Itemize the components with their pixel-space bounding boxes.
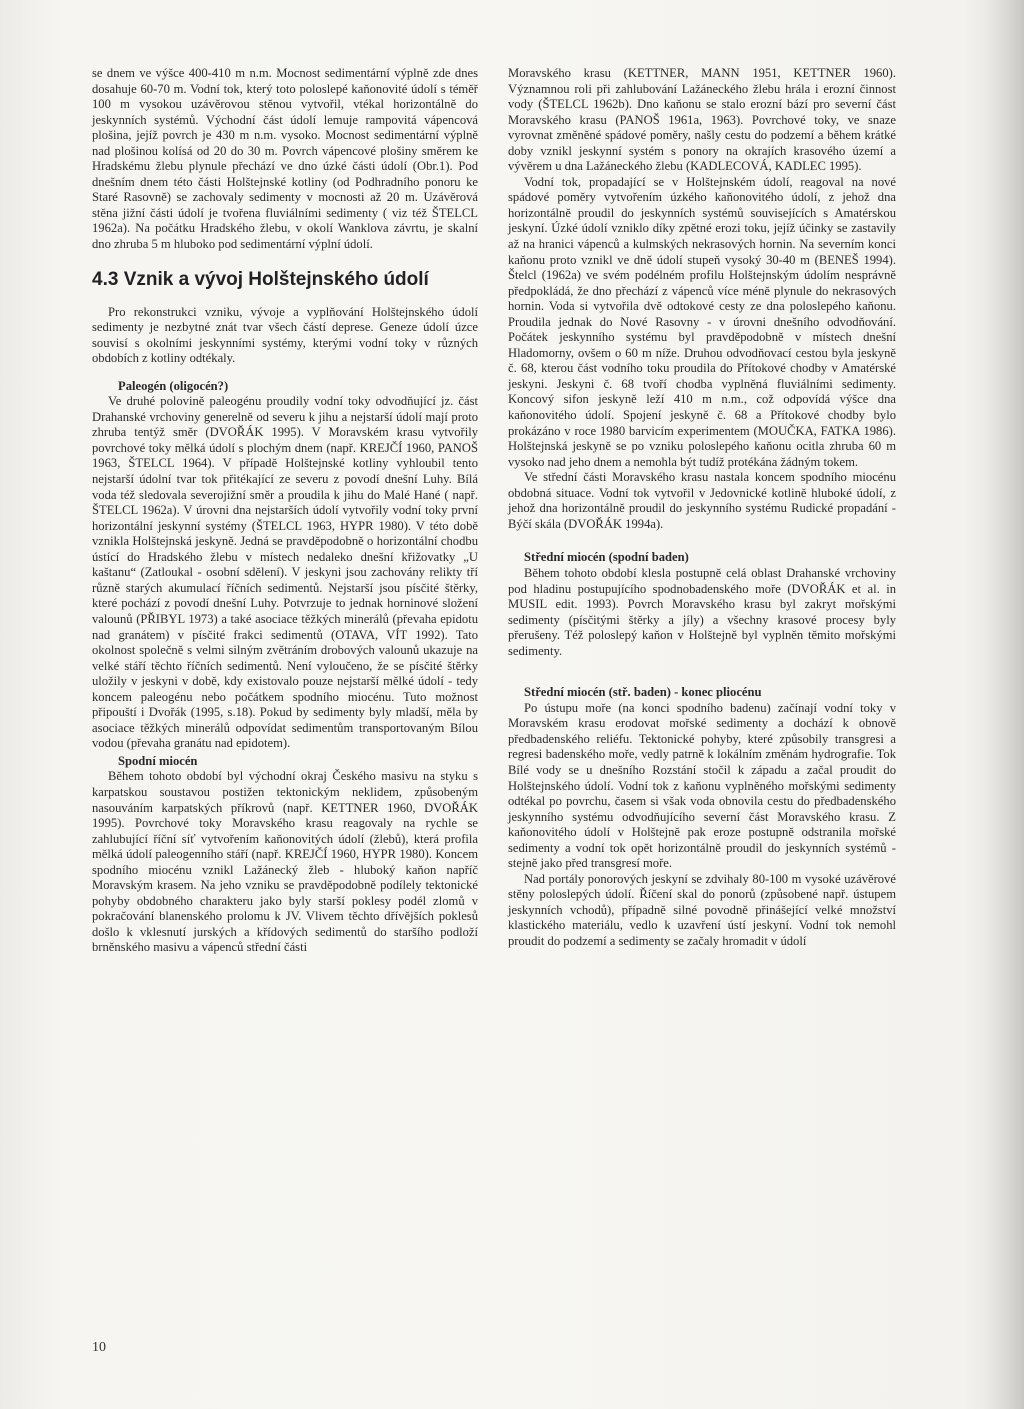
subheading-stredni-miocen-konec-pliocenu: Střední miocén (stř. baden) - konec pliocénu	[524, 685, 762, 700]
subheading-paleogen: Paleogén (oligocén?)	[118, 378, 229, 393]
left-paragraph-2: Pro rekonstrukci vzniku, vývoje a vyplňování Holštejnského údolí sedimenty je nezbytné znát tvar všech částí deprese. Geneze údolí úzce souvisí s okolními jeskynními systémy, kterými vodní toky v různých obdobích z kotliny odtékaly.	[92, 304, 478, 366]
page-edge-shadow	[984, 0, 1024, 1409]
section-heading: 4.3 Vznik a vývoj Holštejnského údolí	[92, 268, 429, 290]
left-paragraph-3: Ve druhé polovině paleogénu proudily vodní toky odvodňující jz. část Drahanské vrchoviny generelně od severu k jihu a nejstarší údolí mají proto zhruba tentýž směr (DVOŘÁK 1995). V Moravském krasu vytvořily povrchové toky mělká údolí s plochým dnem (např. KREJČÍ 1960, PANOŠ 1963, ŠTELCL 1964). V případě Holštejnské kotliny vyhloubil tento nejstarší údolní tvar tok přitékající ze severu z povodí dnešní Luhy. Bílá voda též sledovala severojižní směr a proudila k jihu do Malé Hané ( např. ŠTELCL 1962a). V úrovni dna nejstarších údolí vytvořily vodní toky první horizontální jeskynní systémy (ŠTELCL 1963, HYPR 1980). V této době vznikla Holštejnská jeskyně. Jedná se pravděpodobně o horizontální chodbu ústící do Hradského žlebu v místech nedaleko dnešní křižovatky „U kaštanu“ (Zatloukal - osobní sdělení). V jeskyni jsou zachovány relikty tří různě starých akumulací říčních sedimentů. Nejstarší jsou písčité štěrky, které pochází z povodí dnešní Luhy. Potvrzuje to jednak horninové složení valounů (PŘIBYL 1973) a také asociace těžkých minerálů (převaha epidotu nad granátem) v písčité frakci sedimentů (OTAVA, VÍT 1992). Tato okolnost společně s velmi silným zvětráním drobových valounů ukazuje na velké stáří těchto říčních sedimentů. Není vyloučeno, že se písčité štěrky uložily v jeskyni v době, kdy existovalo pouze nejstarší mělké údolí - tedy koncem paleogénu nebo počátkem spodního miocénu. Tuto možnost připouští i Dvořák (1995, s.18). Pokud by sedimenty byly mladší, měla by asociace těžkých minerálů odpovídat sedimentům transportovaným Bílou vodou (převaha granátu nad epidotem).	[92, 394, 478, 751]
subheading-stredni-miocen-spodni-baden: Střední miocén (spodní baden)	[524, 550, 689, 565]
left-column	[92, 66, 478, 956]
page-number: 10	[92, 1340, 106, 1355]
subheading-spodni-miocen: Spodní miocén	[118, 753, 198, 768]
right-paragraph-1: Moravského krasu (KETTNER, MANN 1951, KETTNER 1960). Významnou roli při zahlubování Lažáneckého žlebu hrála i erozní činnost vody (ŠTELCL 1962b). Dno kaňonu se stalo erozní bází pro severní část Moravského krasu (PANOŠ 1961a, 1963). Povrchové toky, ve snaze vyrovnat změněné spádové poměry, našly cestu do podzemí a během krátké doby vznikl jeskynní systém s ponory na okrajích krasového území a vývěrem u dna Lažáneckého žlebu (KADLECOVÁ, KADLEC 1995).	[508, 66, 896, 174]
left-paragraph-4: Během tohoto období byl východní okraj Českého masivu na styku s karpatskou soustavou postižen tektonickým neklidem, způsobeným nasouváním karpatských příkrovů (např. KETTNER 1960, DVOŘÁK 1995). Povrchové toky Moravského krasu reagovaly na rychle se zahlubující říční síť vytvořením kaňonovitých údolí (žlebů), která profila mělká údolí paleogenního stáří (např. KREJČÍ 1960, HYPR 1980). Koncem spodního miocénu vznikl Lažánecký žleb - hluboký kaňon napříč Moravským krasem. Na jeho vzniku se pravděpodobně podílely tektonické pohyby obdobného charakteru jako byly starší poklesy podél zlomů v pokračování blanenského prolomu k JV. Vlivem těchto dřívějších poklesů došlo k vklesnutí jurských a křídových sedimentů do staršího podloží brněnského masivu a vápenců střední části	[92, 769, 478, 955]
right-paragraph-3: Ve střední části Moravského krasu nastala koncem spodního miocénu obdobná situace. Vodní tok vytvořil v Jedovnické kotlině hluboké údolí, z jehož dna horizontálně proudil do jeskynního systému Rudické propadání - Býčí skála (DVOŘÁK 1994a).	[508, 470, 896, 531]
right-paragraph-2: Vodní tok, propadající se v Holštejnském údolí, reagoval na nové spádové poměry vytvořením úzkého kaňonovitého údolí, z jehož dna horizontálně proudil do jeskynních systémů souvisejících s Amatérskou jeskyní. Úzké údolí vzniklo díky zpětné erozi toku, jejíž účinky se zastavily až na hranici vápenců a kulmských nekrasových hornin. Na severním konci kaňonu proto vznikl ve dně údolí stupeň vysoký 30-40 m (BENEŠ 1994). Štelcl (1962a) ve svém podélném profilu Holštejnským údolím nesprávně předpokládá, že dno přechází z vápenců více méně plynule do nekrasových hornin. Voda si vytvořila dvě odtokové cesty ze dna poloslepého kaňonu. Proudila jednak do Nové Rasovny - v úrovni dnešního odvodňování. Počátek jeskynního systému byl pravděpodobně v místech dnešní Hladomorny, ovšem o 60 m níže. Druhou odvodňovací cestou byla jeskyně č. 68, kterou část vodního toku proudila do Přítokové chodby v Amatérské jeskyni. Jeskyni č. 68 tvoří chodba vyplněná fluviálními sedimenty. Koncový sifon jeskyně leží 410 m n.m., což odpovídá výšce dna kaňonovitého údolí. Spojení jeskyně č. 68 a Přítokové chodby bylo prokázáno v roce 1980 barvicím experimentem (MOUČKA, FATKA 1986). Holštejnská jeskyně se po vzniku poloslepého kaňonu ocitla zhruba 60 m vysoko nad jeho dnem a nemohla být tudíž protékána žádným tokem.	[508, 174, 896, 469]
left-paragraph-1: se dnem ve výšce 400-410 m n.m. Mocnost sedimentární výplně zde dnes dosahuje 60-70 m. Vodní tok, který toto poloslepé kaňonovité údolí s téměř 100 m vysokou uzávěrovou stěnou vytvořil, vtékal horizontálně do jeskynních systémů. Východní část údolí lemuje rampovitá vápencová plošina, jejíž povrch je 430 m n.m. vysoko. Mocnost sedimentární výplně nad plošinou kolísá od 20 do 30 m. Povrch vápencové plošiny směrem ke Hradskému žlebu plynule přechází ve dno úzké části údolí (Obr.1). Pod dnešním dnem této části Holštejnské kotliny (od Podhradního ponoru ke Staré Rasovně) se zachovaly sedimenty v mocnosti až 20 m. Uzávěrová stěna jižní části údolí je tvořena fluviálními sedimenty ( viz též ŠTELCL 1962a). Na počátku Hradského žlebu, v okolí Wanklova závrtu, je skalní dno zhruba 5 m hluboko pod sedimentární výplní údolí.	[92, 66, 478, 252]
right-column	[508, 66, 896, 950]
right-paragraph-5: Po ústupu moře (na konci spodního badenu) začínají vodní toky v Moravském krasu erodovat mořské sedimenty a dochází k obnově předbadenského reliéfu. Tektonické pohyby, které způsobily transgresi a regresi badenského moře, vedly patrně k lokálním změnám hydrografie. Tok Bílé vody se u dnešního Rozstání stočil k západu a začal proudit do Holštejnského údolí. Vodní tok z kaňonu vyplněného mořskými sedimenty odtékal po povrchu, časem si však voda obnovila cestu do předbadenského jeskynního systému odvodňujícího severní část Moravského krasu. Z kaňonovitého údolí v Holštejně pak eroze postupně odstranila mořské sedimenty a vodní tok opět horizontálně proudil do jeskynních systémů - stejně jako před transgresí moře.	[508, 700, 896, 871]
right-paragraph-6: Nad portály ponorových jeskyní se zdvihaly 80-100 m vysoké uzávěrové stěny poloslepých údolí. Říčení skal do ponorů (způsobené např. ústupem jeskynních vchodů), případně silné povodně přinášející velké množství klastického materiálu, vedlo k uzavření ústí jeskyní. Vodní tok nemohl proudit do podzemí a sedimenty se začaly hromadit v údolí	[508, 871, 896, 948]
right-paragraph-4: Během tohoto období klesla postupně celá oblast Drahanské vrchoviny pod hladinu postupujícího spodnobadenského moře (DVOŘÁK et al. in MUSIL edit. 1993). Povrch Moravského krasu byl zakryt mořskými sedimenty (písčitými štěrky a jíly) a všechny krasové procesy byly přerušeny. Též poloslepý kaňon v Holštejně byl vyplněn těmito mořskými sedimenty.	[508, 565, 896, 658]
